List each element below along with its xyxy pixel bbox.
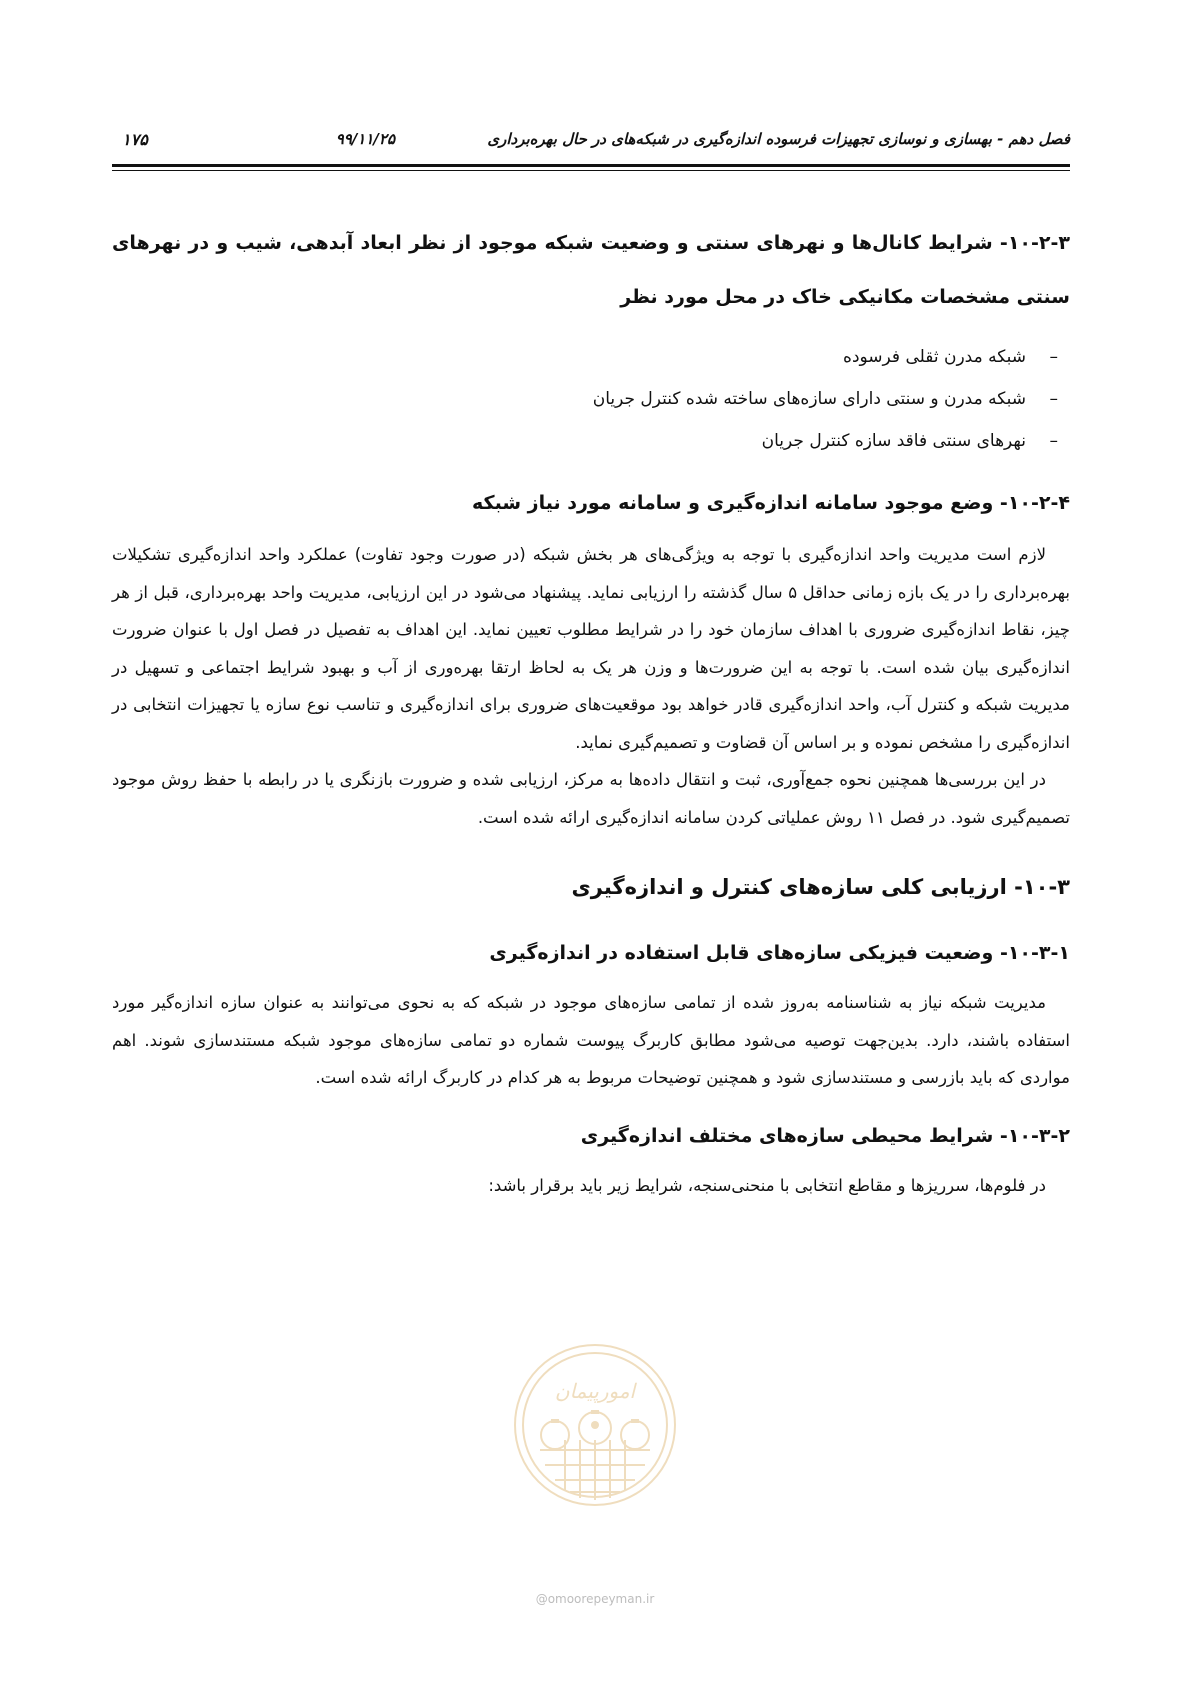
section-heading-10-3: ۱۰-۳- ارزیابی کلی سازه‌های کنترل و اندازه‌گیری: [571, 875, 1070, 899]
list-item-text: شبکه مدرن و سنتی دارای سازه‌های ساخته شده کنترل جریان: [592, 389, 1026, 409]
bullet-list: [112, 336, 1070, 462]
bullet-marker: –: [1049, 347, 1058, 367]
list-item: [112, 336, 1058, 378]
bullet-marker: –: [1049, 431, 1058, 451]
section-heading-10-3-1: ۱۰-۳-۱- وضعیت فیزیکی سازه‌های قابل استفاده در اندازه‌گیری: [489, 942, 1070, 964]
section-heading-10-3-2: ۱۰-۳-۲- شرایط محیطی سازه‌های مختلف اندازه‌گیری: [580, 1124, 1070, 1147]
header-rule-thin: [112, 170, 1070, 171]
chapter-title: فصل دهم - بهسازی و نوسازی تجهیزات فرسوده اندازه‌گیری در شبکه‌های در حال بهره‌برداری: [487, 130, 1070, 148]
document-body: [112, 216, 1070, 1204]
page-number: ۱۷۵: [122, 130, 148, 149]
paragraph: در فلوم‌ها، سرریزها و مقاطع انتخابی با منحنی‌سنجه، شرایط زیر باید برقرار باشد:: [488, 1175, 1046, 1195]
bullet-marker: –: [1049, 389, 1058, 409]
watermark-logo-text: امورپیمان: [554, 1379, 636, 1403]
paragraph: در این بررسی‌ها همچنین نحوه جمع‌آوری، ثبت و انتقال داده‌ها به مرکز، ارزیابی شده و ضرورت بازنگری یا در رابطه با حفظ روش موجود تصمیم‌گیری شود. در فصل ۱۱ روش عملیاتی کردن سامانه اندازه‌گیری ارائه شده است.: [112, 770, 1070, 827]
paragraph: مدیریت شبکه نیاز به شناسنامه به‌روز شده از تمامی سازه‌های موجود در شبکه که به نحوی می‌توانند به عنوان سازه اندازه‌گیر مورد استفاده باشند، دارد. بدین‌جهت توصیه می‌شود مطابق کاربرگ پیوست شماره دو تمامی سازه‌های موجود شبکه مستندسازی شوند. اهم مواردی که باید بازرسی و مستندسازی شود و همچنین توضیحات مربوط به هر کدام در کاربرگ ارائه شده است.: [112, 993, 1070, 1087]
section-heading-10-2-4: ۱۰-۲-۴- وضع موجود سامانه اندازه‌گیری و سامانه مورد نیاز شبکه: [472, 492, 1070, 514]
header-date: ۹۹/۱۱/۲۵: [335, 130, 395, 148]
list-item-text: شبکه مدرن ثقلی فرسوده: [843, 347, 1026, 367]
section-heading-10-2-3: ۱۰-۲-۳- شرایط کانال‌ها و نهرهای سنتی و وضعیت شبکه موجود از نظر ابعاد آبدهی، شیب و در نهرهای سنتی مشخصات مکانیکی خاک در محل مورد نظر: [112, 232, 1070, 308]
list-item: [112, 378, 1058, 420]
paragraph: لازم است مدیریت واحد اندازه‌گیری با توجه به ویژگی‌های هر بخش شبکه (در صورت وجود تفاوت) عملکرد واحد اندازه‌گیری تشکیلات بهره‌برداری را در یک بازه زمانی حداقل ۵ سال گذشته را ارزیابی نماید. پیشنهاد می‌شود در این ارزیابی، مدیریت واحد بهره‌برداری، قبل از هر چیز، نقاط اندازه‌گیری ضروری با اهداف سازمان خود را در شرایط مطلوب تعیین نماید. این اهداف به تفصیل در فصل اول با عنوان ضرورت اندازه‌گیری بیان شده است. با توجه به این ضرورت‌ها و وزن هر یک به لحاظ ارتقا بهره‌وری از آب و بهبود شرایط اجتماعی و تسهیل در مدیریت شبکه و کنترل آب، واحد اندازه‌گیری قادر خواهد بود موقعیت‌های ضروری برای اندازه‌گیری و تناسب نوع سازه یا تجهیزات انتخابی در اندازه‌گیری را مشخص نموده و بر اساس آن قضاوت و تصمیم‌گیری نماید.: [112, 545, 1070, 752]
running-header: [112, 130, 1070, 158]
watermark-url: @omoorepeyman.ir: [535, 1592, 655, 1606]
watermark-logo: [510, 1340, 680, 1510]
header-rule: [112, 164, 1070, 167]
list-item-text: نهرهای سنتی فاقد سازه کنترل جریان: [761, 431, 1026, 451]
list-item: [112, 420, 1058, 462]
